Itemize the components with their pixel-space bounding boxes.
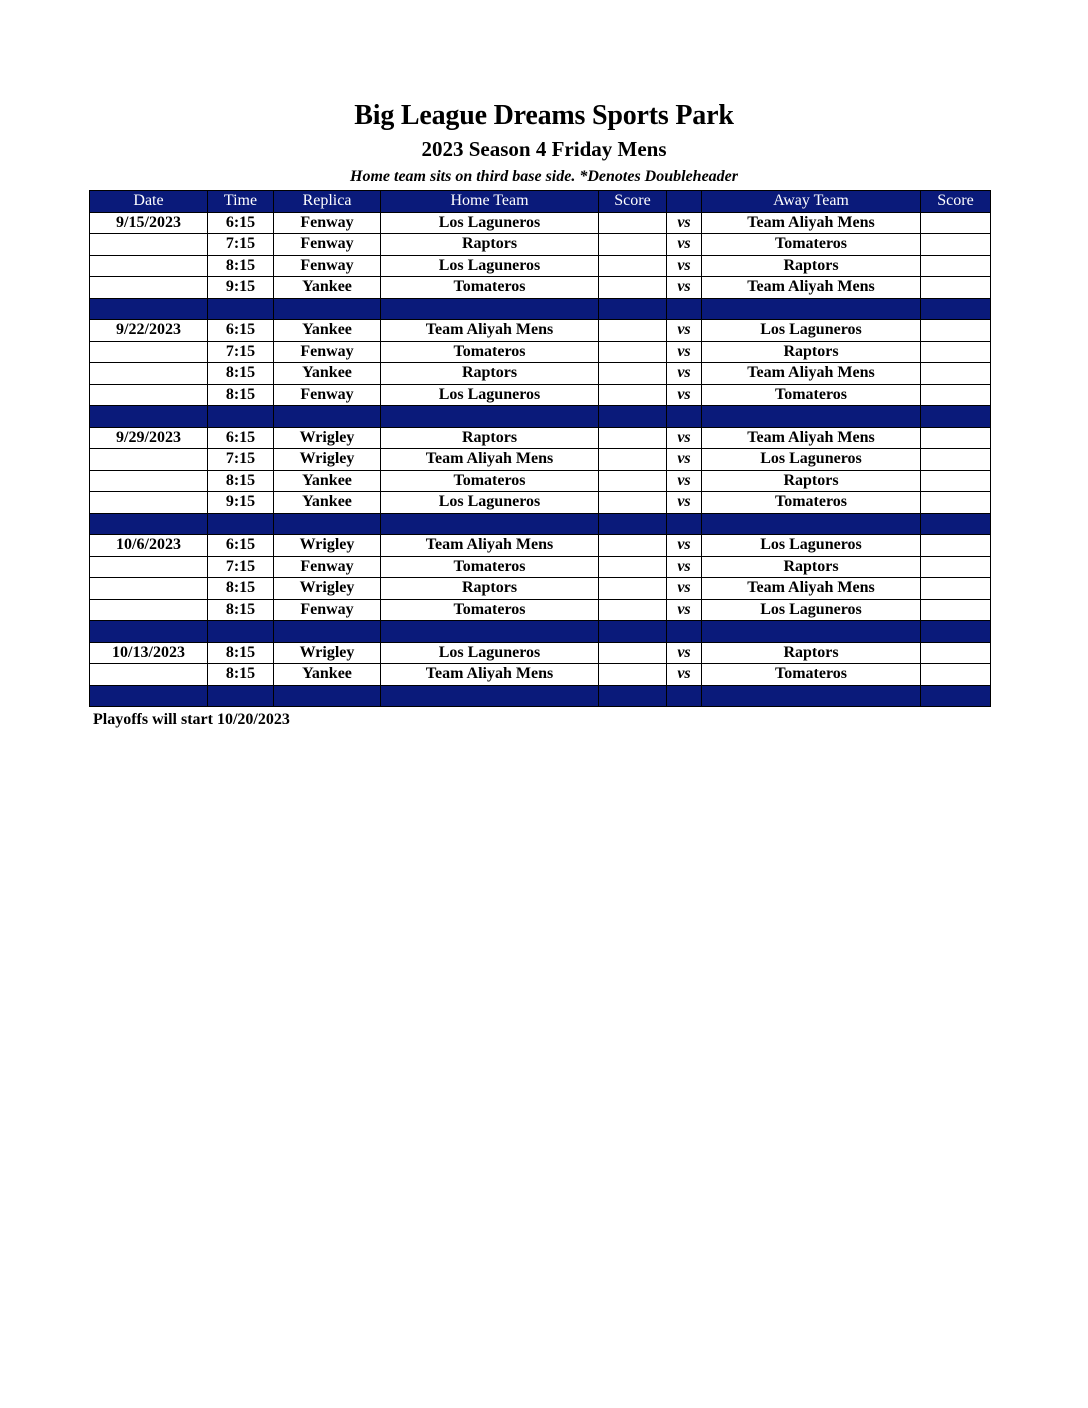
game-date [90, 363, 208, 385]
vs-label: vs [667, 642, 702, 664]
vs-label: vs [667, 492, 702, 514]
away-score [921, 255, 991, 277]
away-score [921, 449, 991, 471]
separator-cell [381, 685, 599, 707]
home-score [599, 556, 667, 578]
column-header-home-team: Home Team [381, 191, 599, 213]
game-replica: Yankee [274, 363, 381, 385]
game-date [90, 664, 208, 686]
game-replica: Fenway [274, 341, 381, 363]
season-subtitle: 2023 Season 4 Friday Mens [421, 137, 667, 161]
separator-cell [274, 621, 381, 643]
home-team: Los Laguneros [381, 384, 599, 406]
away-team: Raptors [702, 642, 921, 664]
table-row [90, 664, 991, 686]
separator-cell [381, 513, 599, 535]
separator-cell [274, 513, 381, 535]
away-team: Tomateros [702, 384, 921, 406]
separator-cell [274, 685, 381, 707]
away-team: Team Aliyah Mens [702, 578, 921, 600]
column-header-vs [667, 191, 702, 213]
game-date [90, 492, 208, 514]
vs-label: vs [667, 341, 702, 363]
separator-cell [599, 298, 667, 320]
separator-cell [90, 298, 208, 320]
game-time: 8:15 [208, 363, 274, 385]
table-row [90, 384, 991, 406]
home-team: Team Aliyah Mens [381, 449, 599, 471]
separator-cell [381, 406, 599, 428]
table-row [90, 470, 991, 492]
game-date [90, 449, 208, 471]
vs-label: vs [667, 578, 702, 600]
away-team: Team Aliyah Mens [702, 427, 921, 449]
separator-cell [667, 685, 702, 707]
table-row [90, 341, 991, 363]
game-time: 9:15 [208, 492, 274, 514]
separator-cell [599, 621, 667, 643]
game-date [90, 255, 208, 277]
home-team: Tomateros [381, 470, 599, 492]
away-team: Team Aliyah Mens [702, 277, 921, 299]
away-team: Tomateros [702, 664, 921, 686]
column-header-time: Time [208, 191, 274, 213]
home-team: Raptors [381, 363, 599, 385]
separator-cell [667, 513, 702, 535]
away-team: Los Laguneros [702, 535, 921, 557]
separator-cell [208, 298, 274, 320]
away-score [921, 320, 991, 342]
column-header-away-score: Score [921, 191, 991, 213]
table-row [90, 599, 991, 621]
home-team: Los Laguneros [381, 212, 599, 234]
week-separator-row [90, 621, 991, 643]
game-replica: Wrigley [274, 535, 381, 557]
away-score [921, 277, 991, 299]
away-team: Team Aliyah Mens [702, 212, 921, 234]
away-team: Los Laguneros [702, 449, 921, 471]
away-score [921, 535, 991, 557]
week-separator-row [90, 685, 991, 707]
separator-cell [702, 406, 921, 428]
game-date [90, 599, 208, 621]
game-date [90, 384, 208, 406]
table-row [90, 234, 991, 256]
page-title: Big League Dreams Sports Park [354, 100, 734, 131]
game-time: 6:15 [208, 212, 274, 234]
game-replica: Fenway [274, 556, 381, 578]
schedule-body [90, 212, 991, 707]
vs-label: vs [667, 320, 702, 342]
away-score [921, 341, 991, 363]
separator-cell [274, 298, 381, 320]
game-replica: Wrigley [274, 578, 381, 600]
separator-cell [921, 298, 991, 320]
home-team: Tomateros [381, 277, 599, 299]
separator-cell [208, 621, 274, 643]
game-replica: Yankee [274, 277, 381, 299]
vs-label: vs [667, 556, 702, 578]
home-team: Tomateros [381, 556, 599, 578]
vs-label: vs [667, 234, 702, 256]
separator-cell [667, 298, 702, 320]
game-replica: Wrigley [274, 427, 381, 449]
home-team: Raptors [381, 578, 599, 600]
home-team: Tomateros [381, 599, 599, 621]
column-header-home-score: Score [599, 191, 667, 213]
home-score [599, 212, 667, 234]
home-team: Tomateros [381, 341, 599, 363]
home-team: Team Aliyah Mens [381, 535, 599, 557]
home-score [599, 427, 667, 449]
table-row [90, 277, 991, 299]
separator-cell [667, 621, 702, 643]
game-date [90, 234, 208, 256]
vs-label: vs [667, 470, 702, 492]
away-team: Team Aliyah Mens [702, 363, 921, 385]
away-team: Los Laguneros [702, 599, 921, 621]
table-row [90, 535, 991, 557]
vs-label: vs [667, 535, 702, 557]
week-separator-row [90, 513, 991, 535]
game-replica: Yankee [274, 664, 381, 686]
separator-cell [702, 685, 921, 707]
game-date [90, 277, 208, 299]
separator-cell [599, 685, 667, 707]
vs-label: vs [667, 449, 702, 471]
away-score [921, 470, 991, 492]
game-time: 7:15 [208, 234, 274, 256]
separator-cell [381, 298, 599, 320]
separator-cell [702, 513, 921, 535]
separator-cell [921, 513, 991, 535]
home-score [599, 384, 667, 406]
table-row [90, 578, 991, 600]
game-time: 8:15 [208, 255, 274, 277]
schedule-table [89, 190, 991, 707]
separator-cell [90, 406, 208, 428]
game-date [90, 341, 208, 363]
vs-label: vs [667, 384, 702, 406]
vs-label: vs [667, 255, 702, 277]
table-row [90, 492, 991, 514]
away-team: Tomateros [702, 492, 921, 514]
home-team: Los Laguneros [381, 492, 599, 514]
home-team: Los Laguneros [381, 642, 599, 664]
home-score [599, 664, 667, 686]
column-header-replica: Replica [274, 191, 381, 213]
game-time: 7:15 [208, 341, 274, 363]
separator-cell [90, 513, 208, 535]
vs-label: vs [667, 664, 702, 686]
separator-cell [381, 621, 599, 643]
game-replica: Fenway [274, 212, 381, 234]
away-score [921, 578, 991, 600]
separator-cell [667, 406, 702, 428]
game-replica: Fenway [274, 599, 381, 621]
separator-cell [208, 513, 274, 535]
home-team: Team Aliyah Mens [381, 320, 599, 342]
game-time: 8:15 [208, 599, 274, 621]
table-row [90, 363, 991, 385]
away-team: Raptors [702, 341, 921, 363]
separator-cell [921, 685, 991, 707]
vs-label: vs [667, 363, 702, 385]
game-replica: Wrigley [274, 642, 381, 664]
home-score [599, 470, 667, 492]
separator-cell [208, 685, 274, 707]
away-score [921, 427, 991, 449]
game-date [90, 556, 208, 578]
home-score [599, 492, 667, 514]
table-row [90, 427, 991, 449]
game-date: 10/6/2023 [90, 535, 208, 557]
game-time: 8:15 [208, 642, 274, 664]
game-replica: Fenway [274, 384, 381, 406]
game-time: 7:15 [208, 449, 274, 471]
doubleheader-note: Home team sits on third base side. *Denotes Doubleheader [350, 168, 738, 185]
separator-cell [208, 406, 274, 428]
separator-cell [90, 685, 208, 707]
table-row [90, 642, 991, 664]
table-row [90, 212, 991, 234]
away-score [921, 556, 991, 578]
game-date [90, 578, 208, 600]
game-time: 6:15 [208, 427, 274, 449]
game-time: 8:15 [208, 664, 274, 686]
header-row [90, 191, 991, 213]
game-time: 8:15 [208, 384, 274, 406]
separator-cell [702, 298, 921, 320]
separator-cell [599, 406, 667, 428]
away-score [921, 234, 991, 256]
home-score [599, 320, 667, 342]
game-time: 8:15 [208, 470, 274, 492]
home-score [599, 255, 667, 277]
separator-cell [702, 621, 921, 643]
column-header-date: Date [90, 191, 208, 213]
game-time: 6:15 [208, 535, 274, 557]
game-time: 8:15 [208, 578, 274, 600]
game-date: 9/22/2023 [90, 320, 208, 342]
home-score [599, 363, 667, 385]
week-separator-row [90, 298, 991, 320]
separator-cell [599, 513, 667, 535]
table-row [90, 556, 991, 578]
game-replica: Fenway [274, 234, 381, 256]
away-team: Raptors [702, 255, 921, 277]
game-date: 9/15/2023 [90, 212, 208, 234]
vs-label: vs [667, 277, 702, 299]
vs-label: vs [667, 599, 702, 621]
home-team: Team Aliyah Mens [381, 664, 599, 686]
home-team: Los Laguneros [381, 255, 599, 277]
table-row [90, 449, 991, 471]
game-date: 9/29/2023 [90, 427, 208, 449]
home-team: Raptors [381, 234, 599, 256]
table-row [90, 320, 991, 342]
game-replica: Yankee [274, 470, 381, 492]
home-score [599, 599, 667, 621]
separator-cell [921, 406, 991, 428]
away-team: Raptors [702, 470, 921, 492]
game-date: 10/13/2023 [90, 642, 208, 664]
game-time: 9:15 [208, 277, 274, 299]
home-score [599, 277, 667, 299]
away-team: Raptors [702, 556, 921, 578]
vs-label: vs [667, 427, 702, 449]
game-replica: Yankee [274, 492, 381, 514]
game-time: 6:15 [208, 320, 274, 342]
week-separator-row [90, 406, 991, 428]
game-replica: Wrigley [274, 449, 381, 471]
home-team: Raptors [381, 427, 599, 449]
separator-cell [90, 621, 208, 643]
away-team: Tomateros [702, 234, 921, 256]
home-score [599, 341, 667, 363]
game-replica: Fenway [274, 255, 381, 277]
away-score [921, 384, 991, 406]
away-team: Los Laguneros [702, 320, 921, 342]
home-score [599, 234, 667, 256]
away-score [921, 492, 991, 514]
home-score [599, 642, 667, 664]
separator-cell [274, 406, 381, 428]
away-score [921, 664, 991, 686]
away-score [921, 599, 991, 621]
away-score [921, 212, 991, 234]
home-score [599, 535, 667, 557]
home-score [599, 449, 667, 471]
game-time: 7:15 [208, 556, 274, 578]
column-header-away-team: Away Team [702, 191, 921, 213]
home-score [599, 578, 667, 600]
vs-label: vs [667, 212, 702, 234]
game-replica: Yankee [274, 320, 381, 342]
game-date [90, 470, 208, 492]
away-score [921, 363, 991, 385]
table-row [90, 255, 991, 277]
playoffs-note: Playoffs will start 10/20/2023 [93, 711, 290, 728]
separator-cell [921, 621, 991, 643]
away-score [921, 642, 991, 664]
